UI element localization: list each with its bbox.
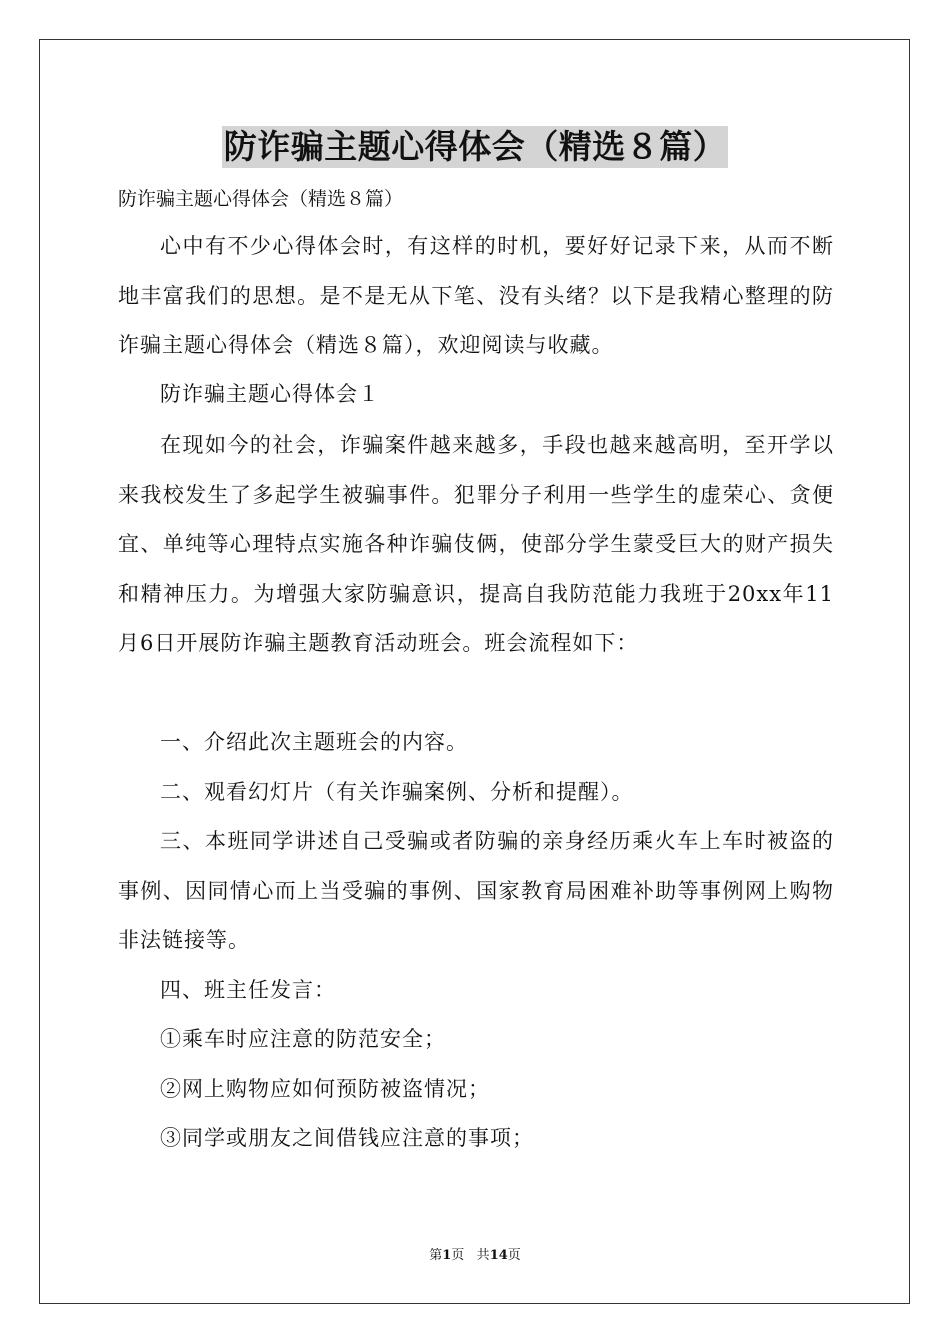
document-title-container — [0, 126, 950, 168]
footer-total-suffix: 页 — [507, 1248, 521, 1263]
intro-paragraph: 心中有不少心得体会时，有这样的时机，要好好记录下来，从而不断地丰富我们的思想。是不是无从下笔、没有头绪？以下是我精心整理的防诈骗主题心得体会（精选８篇），欢迎阅读与收藏。 — [118, 234, 834, 357]
list-item: ①乘车时应注意的防范安全； — [160, 1027, 446, 1051]
document-title: 防诈骗主题心得体会（精选８篇） — [223, 127, 727, 166]
footer-total-pages: 14 — [489, 1248, 508, 1263]
list-item: ②网上购物应如何预防被盗情况； — [160, 1076, 490, 1101]
document-body — [118, 222, 834, 371]
footer-page-suffix: 页 — [451, 1248, 465, 1263]
footer-page-number: 1 — [442, 1248, 452, 1263]
list-container-1 — [118, 718, 834, 1164]
list-item: 三、本班同学讲述自己受骗或者防骗的亲身经历乘火车上车时被盗的事例、因同情心而上当受骗的事例、国家教育局困难补助等事例网上购物非法链接等。 — [118, 829, 834, 952]
list-item: 二、观看幻灯片（有关诈骗案例、分析和提醒）。 — [160, 779, 634, 804]
list-item: 四、班主任发言： — [160, 977, 336, 1002]
document-subtitle: 防诈骗主题心得体会（精选８篇） — [118, 188, 404, 210]
footer-page-prefix: 第 — [429, 1248, 443, 1263]
section-body-container — [118, 421, 834, 669]
list-item: ③同学或朋友之间借钱应注意的事项； — [160, 1126, 534, 1150]
body-paragraph: 在现如今的社会，诈骗案件越来越多，手段也越来越高明，至开学以来我校发生了多起学生被骗事件。犯罪分子利用一些学生的虚荣心、贪便宜、单纯等心理特点实施各种诈骗伎俩，使部分学生蒙受巨大的财产损失和精神压力。为增强大家防骗意识，提高自我防范能力我班于20xx年11月6日开展防诈骗主题教育活动班会。班会流程如下： — [118, 433, 834, 655]
footer-total-prefix: 共 — [476, 1248, 490, 1263]
section-heading: 防诈骗主题心得体会１ — [160, 382, 380, 406]
page-footer — [0, 1247, 950, 1265]
list-item: 一、介绍此次主题班会的内容。 — [160, 730, 468, 754]
section-heading-container — [118, 370, 834, 420]
